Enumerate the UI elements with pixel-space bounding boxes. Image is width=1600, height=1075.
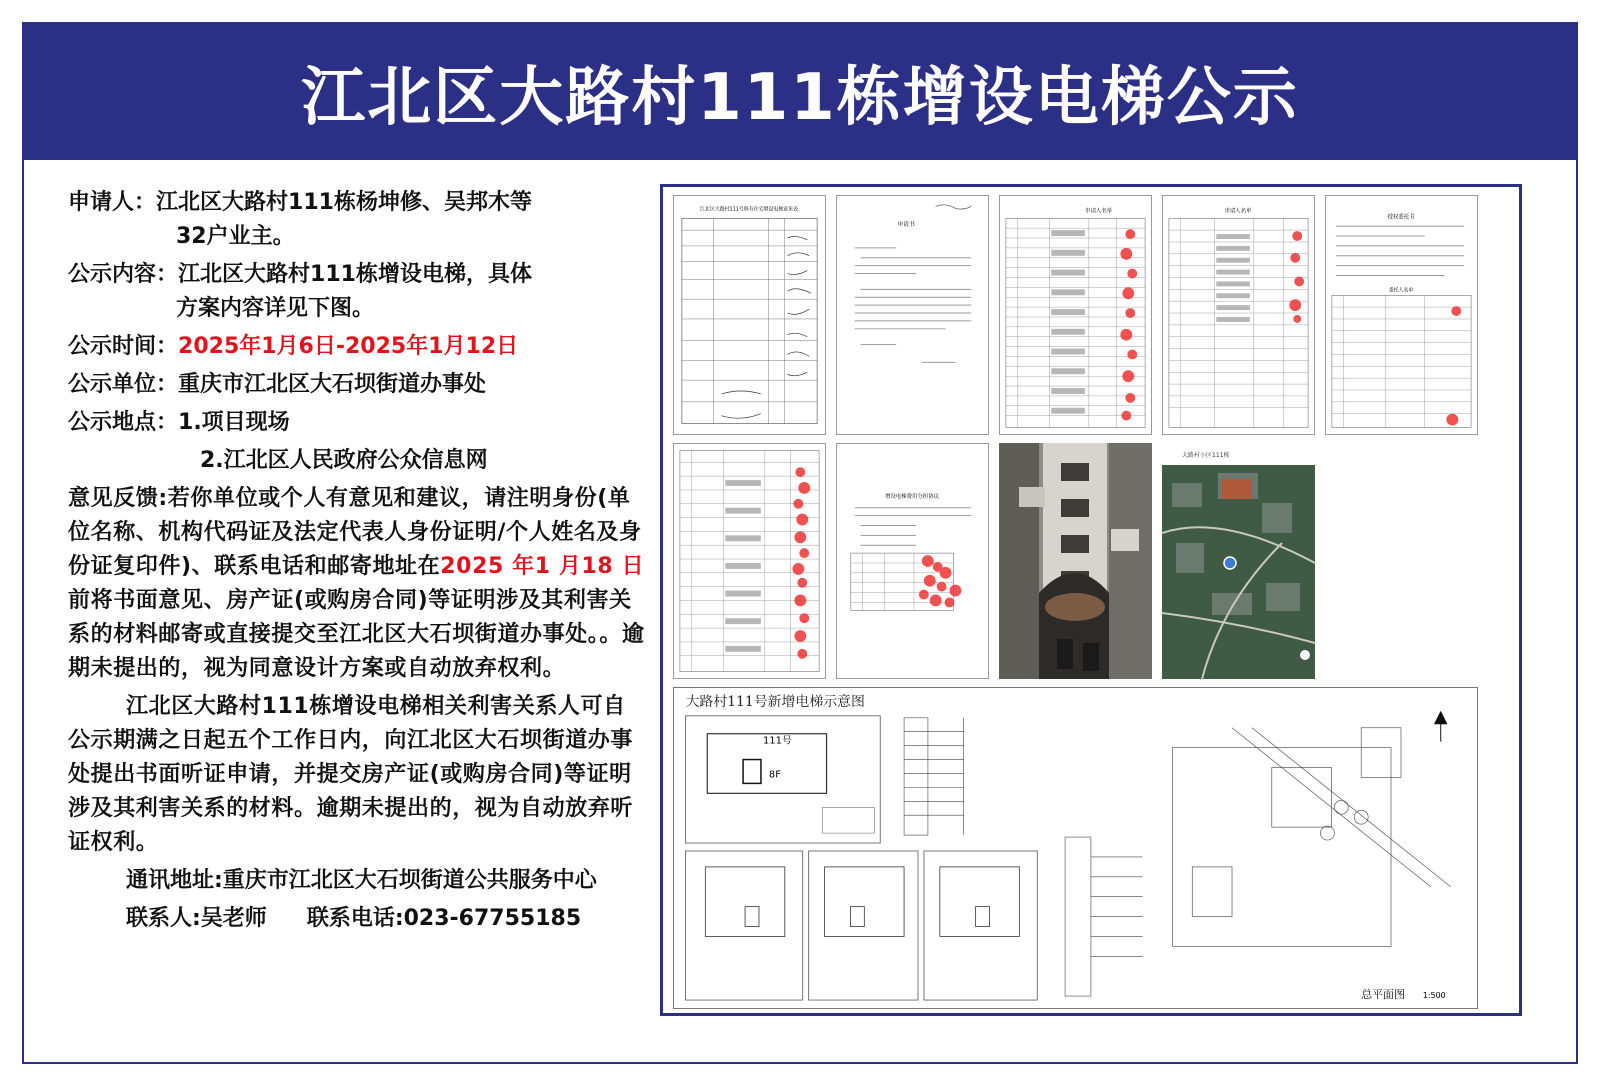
place-item-2: 2.江北区人民政府公众信息网 (200, 448, 488, 473)
contact-phone: 联系电话:023-67755185 (306, 906, 582, 931)
applicant-list-doc-1 (999, 195, 1152, 435)
application-letter-doc (836, 195, 989, 435)
place-item-1: 1.项目现场 (178, 410, 290, 435)
cost-agreement-doc (836, 443, 989, 679)
place-row (68, 406, 648, 440)
cost-agreement-title: 增设电梯费用分担协议 (884, 493, 940, 500)
time-row (68, 330, 648, 364)
content-row (68, 258, 648, 292)
content-value: 江北区大路村111栋增设电梯，具体 (178, 262, 532, 287)
applicant-list-doc-3 (673, 443, 826, 679)
map-search-text: 大路村小区111栋 (1182, 452, 1230, 459)
elevator-drawing (673, 687, 1478, 1009)
place-label: 公示地点： (68, 410, 179, 435)
drawing-site-label: 总平面图 (1361, 988, 1405, 1002)
applicant-row (68, 186, 648, 220)
notice-text (68, 186, 648, 936)
applicant-list-2-title: 申请人名单 (1224, 208, 1252, 215)
application-letter-title: 申请书 (897, 222, 915, 229)
opinion-form-title: 江北区大路村111号既有住宅增设电梯意见表 (700, 206, 799, 213)
feedback-text-pre: 意见反馈:若你单位或个人有意见和建议，请注明身份(单位名称、机构代码证及法定代表人身份证明/个人姓名及身份证复印件)、联系电话和邮寄地址在 (68, 486, 642, 579)
content-value-cont: 方案内容详见下图。 (176, 296, 375, 321)
unit-value: 重庆市江北区大石坝街道办事处 (178, 372, 487, 397)
feedback-text-post: 前将书面意见、房产证(或购房合同)等证明涉及其利害关系的材料邮寄或直接提交至江北区大石坝街道办事处。。逾期未提出的，视为同意设计方案或自动放弃权利。 (68, 588, 645, 681)
address: 通讯地址:重庆市江北区大石坝街道公共服务中心 (126, 868, 597, 893)
attachment-panel (660, 184, 1522, 1016)
content-label: 公示内容： (68, 262, 179, 287)
applicant-value: 江北区大路村111栋杨坤修、吴邦木等 (156, 190, 532, 215)
feedback-deadline: 2025 年1 月18 日 (440, 554, 645, 579)
unit-row (68, 368, 648, 402)
drawing-plan-label: 111号 (762, 735, 792, 747)
contact-person: 联系人:吴老师 (126, 906, 267, 931)
applicant-list-1-title: 申请人名单 (1085, 208, 1113, 215)
time-label: 公示时间： (68, 334, 179, 359)
applicant-value-cont: 32户业主。 (176, 224, 295, 249)
map-screenshot (1162, 443, 1315, 679)
page-title: 江北区大路村111栋增设电梯公示 (301, 61, 1299, 135)
drawing-scale: 1:500 (1422, 991, 1446, 1001)
opinion-form-doc (673, 195, 826, 435)
authorization-doc (1325, 195, 1478, 435)
feedback-paragraph (68, 482, 648, 686)
drawing-floor-label: 8F (768, 769, 781, 781)
authorization-title: 授权委托书 (1387, 214, 1415, 221)
title-banner (24, 24, 1576, 160)
drawing-title: 大路村111号新增电梯示意图 (685, 693, 865, 710)
applicant-list-doc-2 (1162, 195, 1315, 435)
building-photo (999, 443, 1152, 679)
authorization-subtitle: 委托人名单 (1388, 287, 1414, 294)
applicant-label: 申请人： (68, 190, 157, 215)
contact-row (68, 902, 648, 936)
hearing-paragraph: 江北区大路村111栋增设电梯相关利害关系人可自公示期满之日起五个工作日内，向江北区大石坝街道办事处提出书面听证申请，并提交房产证(或购房合同)等证明涉及其利害关系的材料。逾期未提出的，视为自动放弃听证权利。 (68, 694, 634, 855)
unit-label: 公示单位： (68, 372, 179, 397)
time-value: 2025年1月6日-2025年1月12日 (178, 334, 519, 359)
